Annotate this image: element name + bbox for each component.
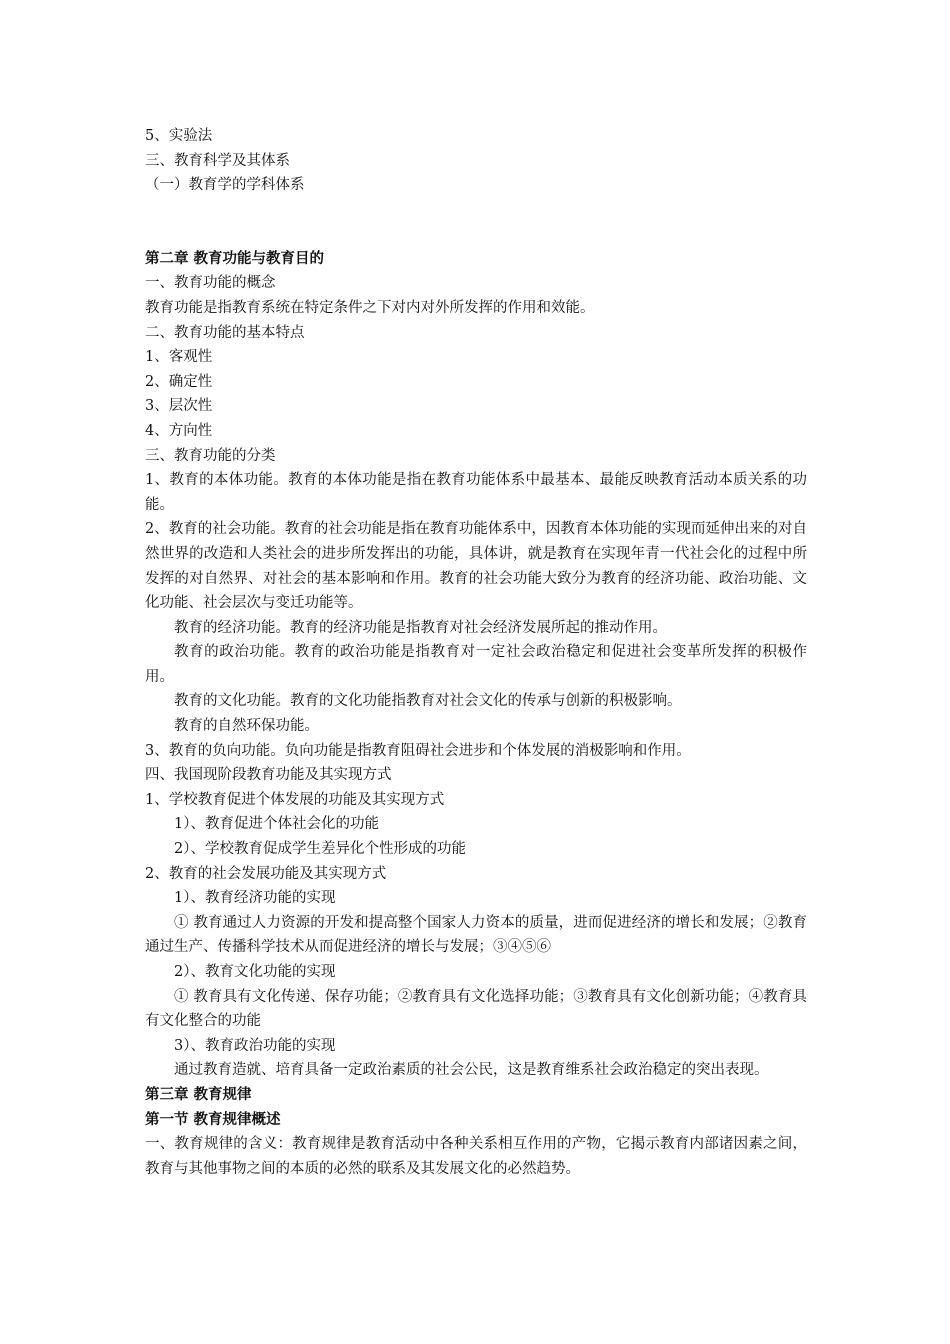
paragraph: 一、教育功能的概念 bbox=[145, 275, 276, 292]
paragraph: 三、教育功能的分类 bbox=[145, 447, 276, 464]
paragraph: 1、客观性 bbox=[145, 349, 213, 366]
paragraph: 2）、学校教育促成学生差异化个性形成的功能 bbox=[174, 841, 466, 858]
paragraph: 教育的经济功能。教育的经济功能是指教育对社会经济发展所起的推动作用。 bbox=[174, 619, 667, 636]
paragraph: ① 教育具有文化传递、保存功能；②教育具有文化选择功能；③教育具有文化创新功能；④教育具有文化整合的功能 bbox=[145, 988, 807, 1030]
paragraph: 3、教育的负向功能。负向功能是指教育阻碍社会进步和个体发展的消极影响和作用。 bbox=[145, 742, 691, 759]
paragraph: （一）教育学的学科体系 bbox=[145, 177, 305, 194]
paragraph: 2、确定性 bbox=[145, 373, 213, 390]
paragraph: 1）、教育经济功能的实现 bbox=[174, 890, 336, 907]
paragraph: 3）、教育政治功能的实现 bbox=[174, 1037, 336, 1054]
paragraph: 三、教育科学及其体系 bbox=[145, 152, 290, 169]
paragraph: 教育的政治功能。教育的政治功能是指教育对一定社会政治稳定和促进社会变革所发挥的积极作用。 bbox=[145, 644, 807, 685]
paragraph: ① 教育通过人力资源的开发和提高整个国家人力资本的质量，进而促进经济的增长和发展；②教育通过生产、传播科学技术从而促进经济的增长与发展；③④⑤⑥ bbox=[145, 914, 807, 956]
chapter-heading: 第三章 教育规律 bbox=[145, 1086, 252, 1103]
chapter-heading: 第二章 教育功能与教育目的 bbox=[145, 250, 325, 267]
paragraph: 2、教育的社会发展功能及其实现方式 bbox=[145, 865, 387, 882]
paragraph: 5、实验法 bbox=[145, 128, 213, 144]
paragraph: 1）、教育促进个体社会化的功能 bbox=[174, 816, 379, 833]
paragraph: 教育功能是指教育系统在特定条件之下对内对外所发挥的作用和效能。 bbox=[145, 299, 595, 316]
paragraph: 通过教育造就、培育具备一定政治素质的社会公民，这是教育维系社会政治稳定的突出表现。 bbox=[174, 1062, 769, 1079]
paragraph: 四、我国现阶段教育功能及其实现方式 bbox=[145, 767, 392, 784]
paragraph: 教育的自然环保功能。 bbox=[174, 718, 319, 735]
section-heading: 第一节 教育规律概述 bbox=[145, 1111, 281, 1128]
paragraph: 一、教育规律的含义：教育规律是教育活动中各种关系相互作用的产物，它揭示教育内部诸因素之间，教育与其他事物之间的本质的必然的联系及其发展文化的必然趋势。 bbox=[145, 1136, 807, 1177]
paragraph: 二、教育功能的基本特点 bbox=[145, 324, 305, 341]
document-body bbox=[145, 124, 807, 1181]
paragraph: 3、层次性 bbox=[145, 398, 213, 415]
blank-space bbox=[145, 198, 807, 247]
paragraph: 2）、教育文化功能的实现 bbox=[174, 964, 336, 980]
paragraph: 教育的文化功能。教育的文化功能指教育对社会文化的传承与创新的积极影响。 bbox=[174, 693, 682, 710]
paragraph: 2、教育的社会功能。教育的社会功能是指在教育功能体系中，因教育本体功能的实现而延伸出来的对自然世界的改造和人类社会的进步所发挥出的功能，具体讲，就是教育在实现年青一代社会化的过程中所发挥的对自然界、对社会的基本影响和作用。教育的社会功能大致分为教育的经济功能、政治功能、文化功能、社会层次与变迁功能等。 bbox=[145, 521, 807, 612]
paragraph: 1、教育的本体功能。教育的本体功能是指在教育功能体系中最基本、最能反映教育活动本质关系的功能。 bbox=[145, 472, 807, 513]
paragraph: 4、方向性 bbox=[145, 422, 213, 439]
paragraph: 1、学校教育促进个体发展的功能及其实现方式 bbox=[145, 791, 445, 808]
